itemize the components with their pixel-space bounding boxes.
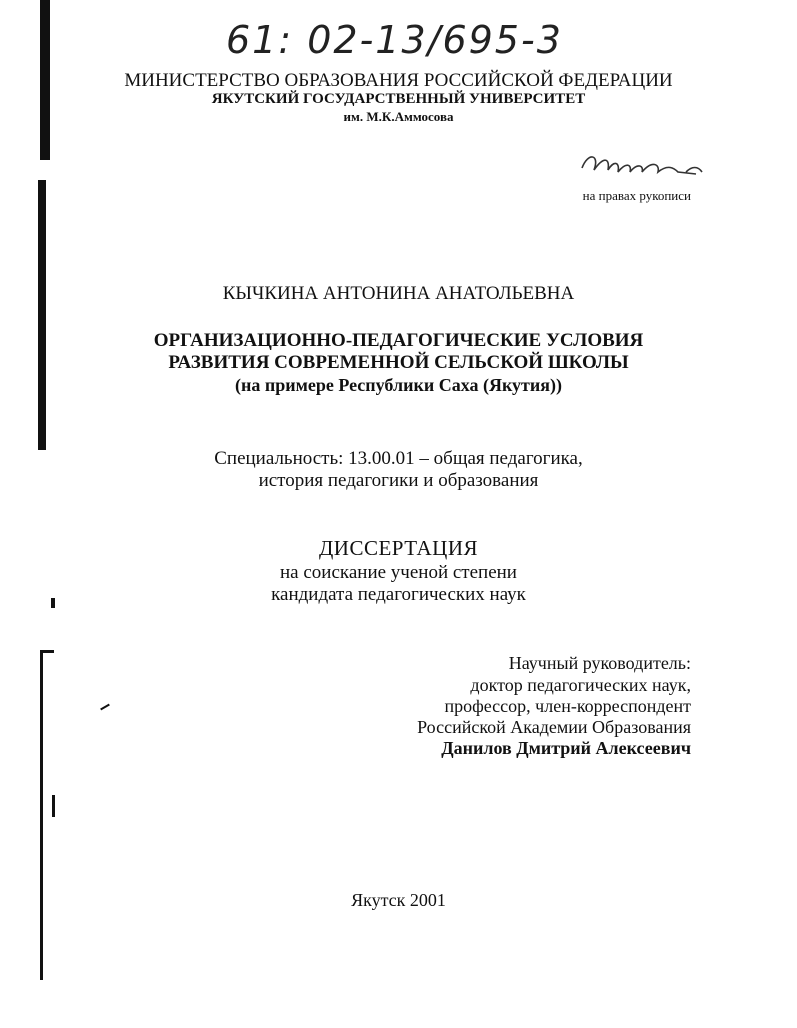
- supervisor-academy: Российской Академии Образования: [417, 717, 691, 737]
- author-name: КЫЧКИНА АНТОНИНА АНАТОЛЬЕВНА: [222, 283, 575, 304]
- city-year: Якутск 2001: [351, 890, 446, 910]
- scan-dot: [52, 795, 55, 817]
- supervisor-degree: доктор педагогических наук,: [470, 675, 691, 695]
- thesis-degree-line-2: кандидата педагогических наук: [271, 584, 526, 605]
- scan-tick: [100, 704, 110, 711]
- scan-edge-bracket: [40, 650, 43, 980]
- manuscript-note: на правах рукописи: [582, 188, 691, 203]
- supervisor-name: Данилов Дмитрий Алексеевич: [441, 738, 691, 758]
- signature-icon: [574, 146, 724, 186]
- specialty-line-2: история педагогики и образования: [258, 470, 539, 491]
- thesis-title-line-3: (на примере Республики Саха (Якутия)): [234, 375, 563, 395]
- university-honorific: им. М.К.Аммосова: [343, 109, 454, 124]
- thesis-title-line-2: РАЗВИТИЯ СОВРЕМЕННОЙ СЕЛЬСКОЙ ШКОЛЫ: [168, 352, 629, 373]
- supervisor-label: Научный руководитель:: [508, 653, 691, 673]
- specialty-line-1: Специальность: 13.00.01 – общая педагогика,: [214, 448, 583, 469]
- thesis-type: ДИССЕРТАЦИЯ: [318, 536, 479, 560]
- thesis-title-line-1: ОРГАНИЗАЦИОННО-ПЕДАГОГИЧЕСКИЕ УСЛОВИЯ: [153, 330, 644, 351]
- thesis-degree-line-1: на соискание ученой степени: [280, 562, 517, 583]
- scan-edge-middle: [38, 180, 46, 450]
- university-name: ЯКУТСКИЙ ГОСУДАРСТВЕННЫЙ УНИВЕРСИТЕТ: [211, 91, 586, 107]
- ministry-name: МИНИСТЕРСТВО ОБРАЗОВАНИЯ РОССИЙСКОЙ ФЕДЕРАЦИИ: [124, 70, 673, 91]
- supervisor-title: профессор, член-корреспондент: [444, 696, 691, 716]
- archive-code: 61: 02-13/695-3: [226, 18, 563, 62]
- scan-edge-bracket-top: [40, 650, 54, 653]
